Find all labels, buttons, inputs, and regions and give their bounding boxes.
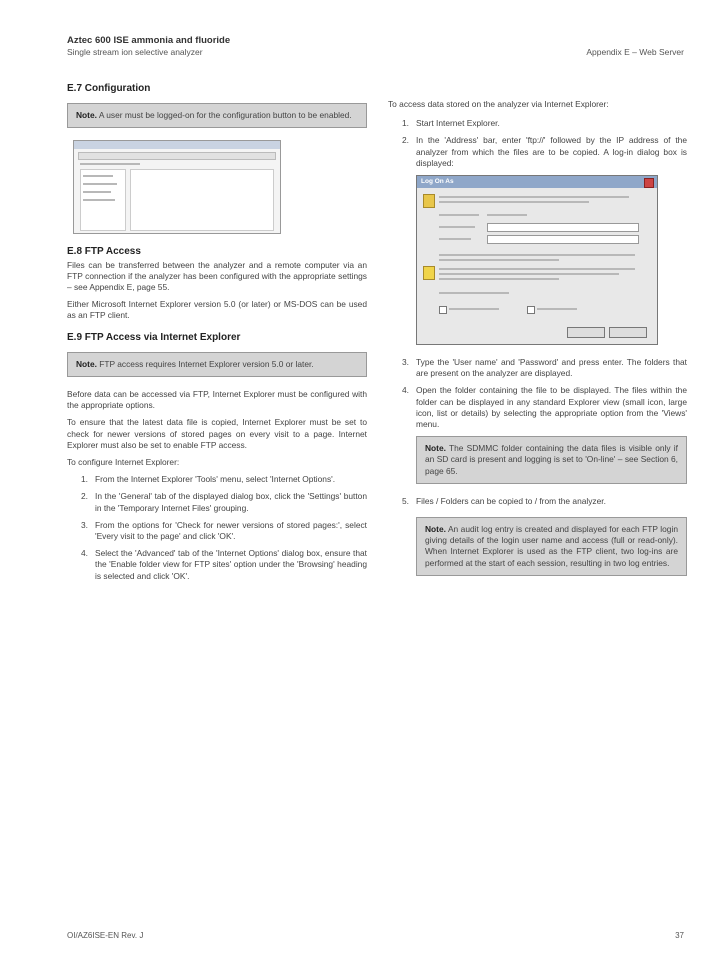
list-item	[388, 135, 687, 169]
right-intro: To access data stored on the analyzer via Internet Explorer:	[388, 99, 609, 109]
section-title: Appendix E – Web Server	[586, 47, 684, 57]
step-number: 2.	[81, 491, 88, 502]
e9-paragraph-3: To configure Internet Explorer:	[67, 457, 180, 468]
step-text: In the 'General' tab of the displayed dialog box, click the 'Settings' button in the 'Temporary Internet Files' grouping.	[95, 491, 367, 513]
log-on-dialog-screenshot	[416, 175, 658, 345]
list-item	[67, 548, 367, 582]
step-number: 3.	[402, 357, 409, 368]
list-item	[388, 496, 687, 507]
e9-paragraph-2: To ensure that the latest data file is copied, Internet Explorer must be set to check for newer versions of stored pages on every visit to a page. Internet Explorer must also be set to enable FTP access.	[67, 417, 367, 450]
step-text: In the 'Address' bar, enter 'ftp://' followed by the IP address of the analyzer from which the files are to be copied. A log-in dialog box is displayed:	[416, 135, 687, 168]
step-text: Select the 'Advanced' tab of the 'Internet Options' dialog box, ensure that the 'Enable folder view for FTP sites' option under the 'Browsing' heading is selected and click 'OK'.	[95, 548, 367, 581]
right-column	[388, 99, 687, 576]
step-text: Type the 'User name' and 'Password' and press enter. The folders that are present on the analyzer are displayed.	[416, 357, 687, 379]
step-text: Start Internet Explorer.	[416, 118, 500, 129]
configure-steps-list	[67, 474, 367, 582]
note-label: Note.	[76, 110, 97, 121]
step-number: 3.	[81, 519, 88, 530]
e9-paragraph-1: Before data can be accessed via FTP, Internet Explorer must be configured with the appropriate options.	[67, 389, 367, 411]
footer-document-number: OI/AZ6ISE-EN Rev. J	[67, 931, 144, 940]
document-subtitle: Single stream ion selective analyzer	[67, 47, 203, 57]
step-number: 1.	[81, 474, 88, 485]
note-label: Note.	[425, 443, 446, 454]
list-item	[388, 118, 687, 129]
e7-heading: E.7 Configuration	[67, 83, 151, 94]
step-number: 2.	[402, 135, 409, 146]
e9-note	[67, 352, 367, 377]
step-number: 5.	[402, 495, 409, 506]
e8-heading: E.8 FTP Access	[67, 246, 141, 258]
note-text: FTP access requires Internet Explorer version 5.0 or later.	[99, 358, 314, 369]
checkbox	[439, 306, 447, 314]
page-number: 37	[675, 931, 684, 940]
configuration-screenshot	[73, 140, 281, 234]
step-text: From the options for 'Check for newer versions of stored pages:', select 'Every visit to the page' and click 'OK'.	[95, 519, 367, 542]
access-steps-list-a	[388, 118, 687, 169]
sdmmc-note	[416, 436, 687, 484]
e8-paragraph-1: Files can be transferred between the analyzer and a remote computer via an FTP connection if the analyzer has been configured with the appropriate settings – see Appendix E, page 55.	[67, 259, 367, 293]
note-text: The SDMMC folder containing the data files is visible only if an SD card is present and logging is set to 'On-line' – see Section 6, page 65.	[425, 443, 678, 476]
warning-icon	[423, 266, 435, 280]
list-item	[388, 357, 687, 379]
left-column	[67, 83, 367, 588]
key-icon	[423, 194, 435, 208]
step-text: Open the folder containing the file to be displayed. The files within the folder can be displayed in any standard Explorer view (small icon, large icon, list or details) by selecting the appropriate option from the 'Views' menu.	[416, 385, 687, 430]
list-item	[67, 474, 367, 485]
step-number: 1.	[402, 118, 409, 129]
step-text: From the Internet Explorer 'Tools' menu, select 'Internet Options'.	[95, 474, 336, 485]
note-label: Note.	[425, 524, 446, 535]
checkbox	[527, 306, 535, 314]
audit-log-note	[416, 517, 687, 576]
dialog-button	[609, 327, 647, 338]
list-item	[67, 520, 367, 542]
close-icon	[644, 178, 654, 188]
note-text: An audit log entry is created and displayed for each FTP login giving details of the login user name and access (full or read-only). When Internet Explorer is used as the FTP client, two log-ins are performed at the start of each session, resulting in two log entries.	[425, 524, 678, 568]
step-number: 4.	[81, 548, 88, 559]
list-item	[67, 491, 367, 513]
e9-heading: E.9 FTP Access via Internet Explorer	[67, 331, 241, 343]
document-title: Aztec 600 ISE ammonia and fluoride	[67, 35, 231, 46]
access-steps-list-c	[388, 496, 687, 507]
note-label: Note.	[76, 358, 97, 369]
dialog-button	[567, 327, 605, 338]
step-number: 4.	[402, 385, 409, 396]
list-item	[388, 385, 687, 430]
step-text: Files / Folders can be copied to / from the analyzer.	[416, 495, 606, 506]
e8-paragraph-2: Either Microsoft Internet Explorer version 5.0 (or later) or MS-DOS can be used as an FTP client.	[67, 299, 367, 321]
dialog-title: Log On As	[417, 176, 657, 188]
note-text: A user must be logged-on for the configuration button to be enabled.	[98, 110, 352, 121]
access-steps-list-b	[388, 357, 687, 430]
e7-note	[67, 103, 367, 128]
